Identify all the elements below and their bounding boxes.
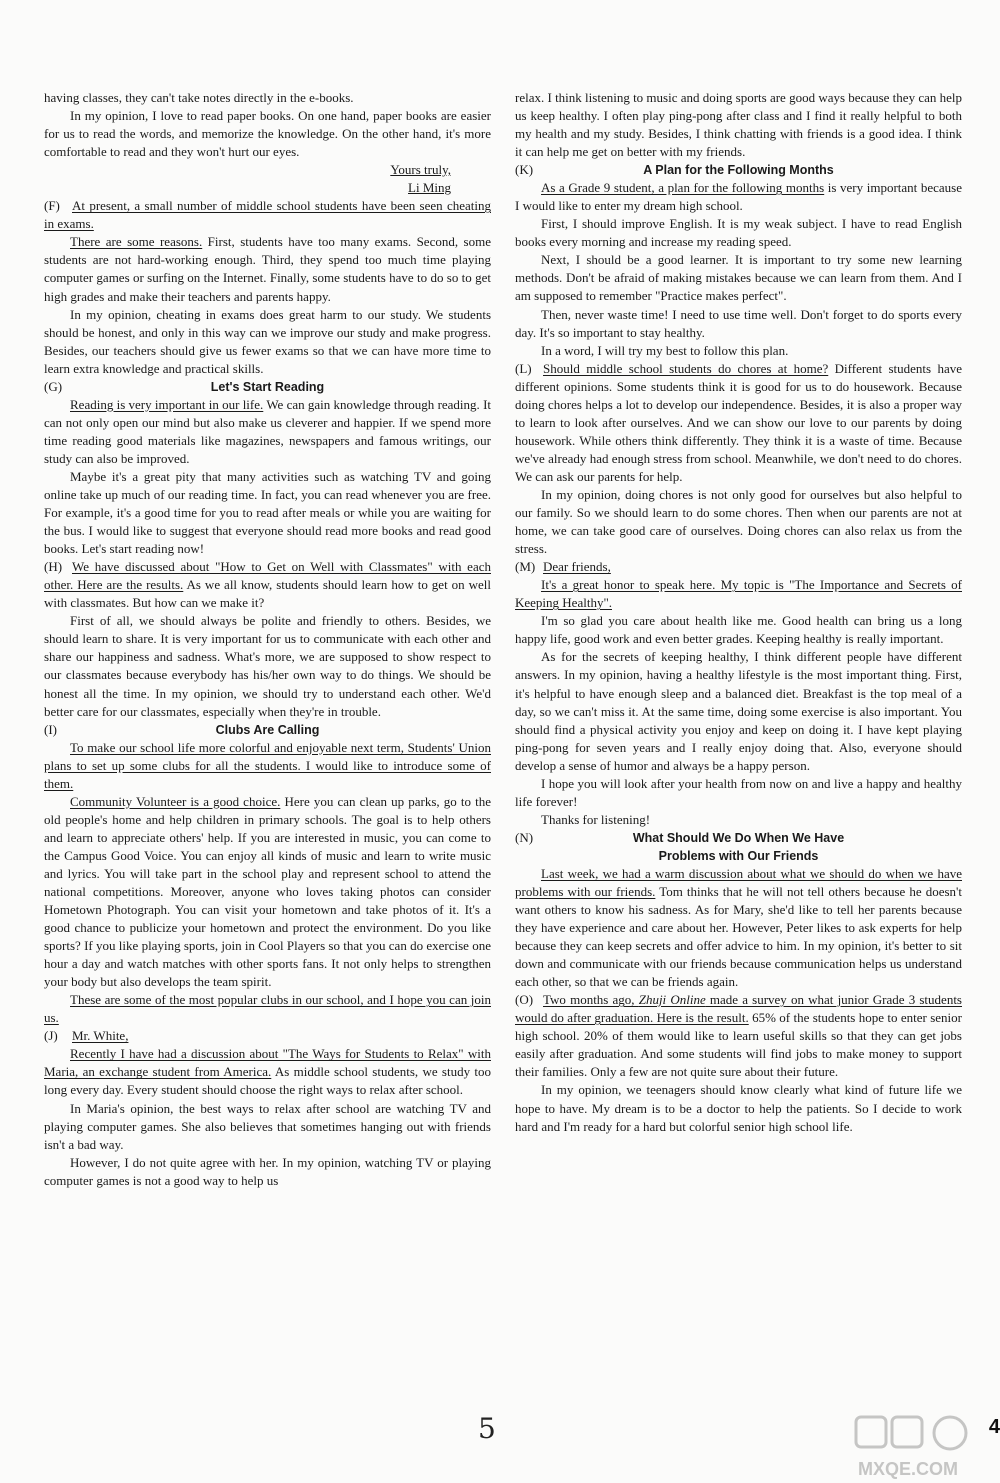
j-greeting-line bbox=[44, 1027, 491, 1045]
k-title: A Plan for the Following Months bbox=[643, 163, 834, 178]
k-paragraph-2: First, I should improve English. It is my weak subject. I have to read English books every morning and increase my reading speed. bbox=[515, 216, 962, 250]
m-greeting: Dear friends, bbox=[543, 559, 611, 575]
f-paragraph-3: In my opinion, cheating in exams does great harm to our study. We students should be honest, and only in this way can we improve our study and make progress. Besides, our teachers should give us fewer exams so that we can have more time to learn extra knowledge and practical skills. bbox=[44, 306, 491, 376]
n-paragraph-1: Last week, we had a warm discussion about what we should do when we have problems with our friends. Tom thinks that he will not tell others because he doesn't want others to know his sadness. As for Mary, she'd like to tell her parents because they have experience and care about her. However, Peter likes to ask experts for help because they can keep secrets and offer advice to him. In my opinion, it's better to sit down and communicate with our friends because communication helps us understand each other, so that we can be friends again. bbox=[515, 865, 962, 990]
o-paragraph-2: In my opinion, we teenagers should know clearly what kind of future life we hope to have. My dream is to be a doctor to help the patients. So I decide to work hard and I'm ready for a hard but colorful senior high school life. bbox=[515, 1082, 962, 1134]
j-continuation: relax. I think listening to music and doing sports are good ways because they can help us keep healthy. I often play ping-pong after class and I find it really helpful to both my health and my study. Besides, I think chatting with friends is a good idea. I think it can help me get on better with my friends. bbox=[515, 90, 962, 160]
section-label-g: (G) bbox=[44, 378, 63, 394]
l-topic-sentence: Should middle school students do chores at home? bbox=[543, 360, 829, 376]
n-header-2 bbox=[515, 847, 962, 865]
k-paragraph-3: Next, I should be a good learner. It is important to try some new learning methods. Don't be afraid of making mistakes because we can learn from them. And I am supposed to remember "Practice makes perfect". bbox=[515, 252, 962, 304]
f-reasons-intro: There are some reasons. bbox=[70, 234, 203, 250]
h-topic-sentence: We have discussed about "How to Get on Well with Classmates" with each other. Here are the results. bbox=[44, 559, 491, 593]
h-paragraph-1: (H) We have discussed about "How to Get on Well with Classmates" with each other. Here are the results. As we all know, students should learn how to get on well with classmates. But how can we make it? bbox=[44, 559, 491, 611]
j-paragraph-2: In Maria's opinion, the best ways to relax after school are watching TV and playing computer games. She also believes that sometimes hanging out with friends isn't a bad way. bbox=[44, 1100, 491, 1152]
k-paragraph-4: Then, never waste time! I need to use time well. Don't forget to do sports every day. It's so important to stay healthy. bbox=[515, 306, 962, 340]
i-paragraph-1 bbox=[44, 739, 491, 793]
g-header bbox=[44, 378, 491, 396]
section-label-n: (N) bbox=[515, 829, 534, 845]
i-header bbox=[44, 721, 491, 739]
o-topic-sentence: Two months ago, Zhuji Online made a survey on what junior Grade 3 students would do after graduation. Here is the result. bbox=[515, 992, 962, 1026]
k-topic-sentence: As a Grade 9 student, a plan for the following months bbox=[541, 180, 825, 196]
i-paragraph-2: Community Volunteer is a good choice. Here you can clean up parks, go to the old people's home and help children in primary schools. The goal is to help others and learn to appreciate others' help. If you are interested in music, you can come to the Campus Good Voice. You can enjoy all kinds of music and learn to write music and lyrics. You will take part in the school play and represent school to attend the national competitions. Moreover, anyone who loves taking photos can consider Hometown Photograph. You can visit your hometown and take photos of it. It's a good chance to publicize your hometown and protect the environment. Do you like sports? If you like playing sports, join in Cool Players so that you can do exercise one hour a day and watch matches with other sports fans. It not only helps to strengthen your body but also develops the team spirit. bbox=[44, 793, 491, 990]
right-column bbox=[515, 89, 962, 1136]
watermark-logo bbox=[850, 1411, 1000, 1483]
n-topic-sentence: Last week, we had a warm discussion about what we should do when we have problems with our friends. bbox=[515, 865, 962, 899]
section-label-f: (F) bbox=[44, 198, 60, 214]
section-label-h: (H) bbox=[44, 559, 63, 575]
o-paragraph-1: (O) Two months ago, Zhuji Online made a survey on what junior Grade 3 students would do after graduation. Here is the result. 65% of the students hope to enter senior high school. 20% of them would like to learn useful skills so that they can get jobs easily after graduation. And some students will find jobs to make money to support their families. Only a few are not quite sure about their future. bbox=[515, 992, 962, 1080]
section-label-o: (O) bbox=[515, 992, 534, 1008]
i-conclusion: These are some of the most popular clubs in our school, and I hope you can join us. bbox=[44, 992, 491, 1026]
g-paragraph-2: Maybe it's a great pity that many activities such as watching TV and going online take up much of our reading time. In fact, you can read whenever you are free. For example, it's a good time for you to read after meals or while you are waiting for the bus. I would like to suggest that everyone should read more books and read good books. Let's start reading now! bbox=[44, 468, 491, 557]
j-greeting: Mr. White, bbox=[72, 1028, 129, 1044]
corner-page-number: 4 bbox=[988, 1416, 1000, 1438]
section-label-k: (K) bbox=[515, 162, 534, 178]
f-topic-sentence: At present, a small number of middle school students have been seen cheating in exams. bbox=[44, 198, 491, 232]
i-topic-sentence: To make our school life more colorful and enjoyable next term, Students' Union plans to set up some clubs for all the students. I would like to introduce some of them. bbox=[44, 739, 491, 791]
section-label-l: (L) bbox=[515, 360, 532, 376]
k-paragraph-1: As a Grade 9 student, a plan for the following months is very important because I would like to enter my dream high school. bbox=[515, 180, 962, 214]
k-header bbox=[515, 161, 962, 179]
i-paragraph-3 bbox=[44, 991, 491, 1027]
signature-name: Li Ming bbox=[408, 180, 451, 196]
e-continuation: having classes, they can't take notes directly in the e-books. bbox=[44, 90, 354, 105]
g-title: Let's Start Reading bbox=[210, 379, 325, 394]
e-paragraph: In my opinion, I love to read paper books. On one hand, paper books are easier for us to read the words, and memorize the knowledge. On the other hand, it's more comfortable to read and they won't hurt our eyes. bbox=[44, 108, 491, 160]
m-topic-sentence: It's a great honor to speak here. My topic is "The Importance and Secrets of Keeping Healthy". bbox=[515, 577, 962, 611]
e-signature bbox=[44, 161, 491, 197]
n-header bbox=[515, 829, 962, 847]
m-paragraph-5: Thanks for listening! bbox=[541, 811, 651, 827]
n-title-line-1: What Should We Do When We Have bbox=[632, 830, 845, 845]
g-paragraph-1: Reading is very important in our life. We can gain knowledge through reading. It can not only open our mind but also make us cleverer and happier. If we spend more time reading good materials like magazines, newspapers and famous writings, our study can also be improved. bbox=[44, 396, 492, 466]
o-source-name: Zhuji Online bbox=[638, 992, 706, 1008]
j-paragraph-3: However, I do not quite agree with her. In my opinion, watching TV or playing computer games is not a good way to help us bbox=[44, 1154, 491, 1188]
left-column bbox=[44, 89, 491, 1190]
k-paragraph-5: In a word, I will try my best to follow this plan. bbox=[541, 342, 789, 358]
section-label-m: (M) bbox=[515, 559, 536, 575]
m-paragraph-3: As for the secrets of keeping healthy, I think different people have different answers. In my opinion, having a healthy lifestyle is the most important thing. First, it's helpful to have enough sleep and a balanced diet. Breakfast is the top meal of a day, so we can't miss it. At the same time, doing some exercise is also important. You should find a physical activity you enjoy and keep on doing it. I have kept playing ping-pong for seven years and I really enjoy doing that. Also, everyone should develop a sense of humor and always be a happy person. bbox=[515, 649, 962, 773]
section-label-j: (J) bbox=[44, 1028, 58, 1044]
m-paragraph-1 bbox=[515, 576, 962, 612]
handwritten-page-mark: 5 bbox=[478, 1412, 496, 1445]
f-paragraph-2: There are some reasons. First, students have too many exams. Second, some students are not hard-working enough. Third, they spend too much time playing computer games or surfing on the Internet. Finally, some students have to do so to get high grades and make their teachers and parents happy. bbox=[44, 234, 491, 304]
n-title-line-2: Problems with Our Friends bbox=[658, 848, 819, 863]
section-label-i: (I) bbox=[44, 721, 57, 737]
m-paragraph-2: I'm so glad you care about health like me. Good health can bring us a long happy life, good work and even better grades. Keeping healthy is really important. bbox=[515, 613, 962, 647]
m-greeting-line bbox=[515, 558, 962, 576]
j-paragraph-1: Recently I have had a discussion about "The Ways for Students to Relax" with Maria, an exchange student from America. As middle school students, we study too long every day. Every student should choose the right ways to relax after school. bbox=[44, 1046, 491, 1098]
g-topic-sentence: Reading is very important in our life. bbox=[70, 396, 264, 412]
l-paragraph-2: In my opinion, doing chores is not only good for ourselves but also helpful to our family. So we should learn to do some chores. Then when our parents are not at home, we can take good care of ourselves. Doing chores can also relax us from the stress. bbox=[515, 486, 962, 557]
l-paragraph-1: (L) Should middle school students do chores at home? Different students have different opinions. Some students think it is good for us to do housework. Because doing chores helps a lot to develop our independence. Besides, it is also a proper way to learn to look after ourselves. And we can show our love to our parents by doing housework. While others think differently. They think it is a waste of time. Because we've already had enough stress from school. Meanwhile, we don't need to do chores. We can ask our parents for help. bbox=[515, 360, 962, 484]
m-paragraph-4: I hope you will look after your health from now on and live a happy and healthy life forever! bbox=[515, 775, 962, 809]
i-title: Clubs Are Calling bbox=[215, 722, 320, 737]
f-paragraph-1 bbox=[44, 197, 491, 233]
signature-closing: Yours truly, bbox=[390, 162, 451, 178]
j-topic-sentence: Recently I have had a discussion about "The Ways for Students to Relax" with Maria, an exchange student from America. bbox=[44, 1046, 491, 1080]
i-first-club: Community Volunteer is a good choice. bbox=[70, 793, 281, 809]
svg-text:MXQE.COM: MXQE.COM bbox=[858, 1459, 959, 1479]
h-paragraph-2: First of all, we should always be polite and friendly to others. Besides, we should learn to share. It is very important for us to communicate with each other and share our happiness and sadness. What's more, we are supposed to show respect to our classmates because everybody has his/her own way to do things. We should be honest all the time. In my opinion, we should try to understand each other. We'd better care for our classmates, especially when they're in trouble. bbox=[44, 613, 491, 719]
